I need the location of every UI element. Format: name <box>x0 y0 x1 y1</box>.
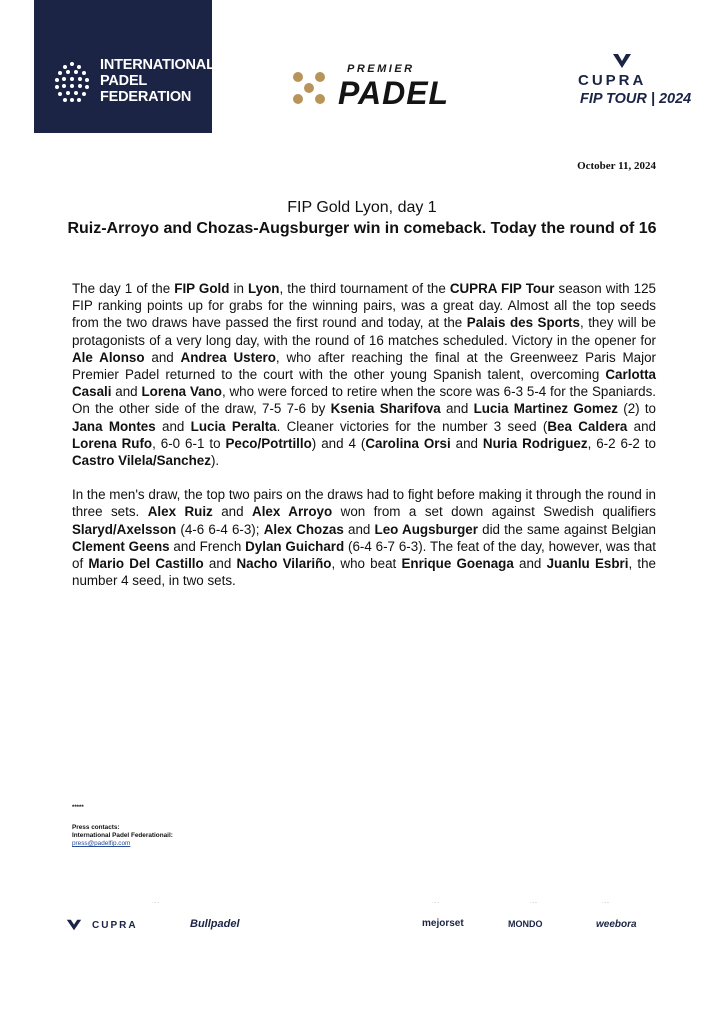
bold-name: Nacho Vilariño <box>236 556 332 572</box>
bold-name: Lucia Peralta <box>190 418 277 434</box>
text-run: , the number 4 seed, in two sets. <box>72 556 656 589</box>
title-line-2: Ruiz-Arroyo and Chozas-Augsburger win in comeback. Today the round of 16 <box>67 220 657 237</box>
sponsors-footer <box>62 897 664 953</box>
release-date: October 11, 2024 <box>577 160 656 172</box>
padel-label: PADEL <box>338 75 450 111</box>
text-run: , 6-0 6-1 to <box>152 435 226 451</box>
separator-stars: ***** <box>72 805 84 811</box>
text-run: , who after reaching the final at the Greenweez Paris Major Premier Padel returned to the court with the other young Spanish talent, overcoming <box>72 349 656 383</box>
text-run: , the third tournament of the <box>279 281 450 296</box>
text-run: and <box>144 349 181 365</box>
bold-name: Dylan Guichard <box>245 538 345 554</box>
bold-name: Enrique Goenaga <box>401 556 514 572</box>
text-run: , who beat <box>331 556 402 572</box>
bold-name: Lyon <box>248 281 280 296</box>
text-run: In the men's draw, the top two pairs on the draws had to fight before making it through the round in three sets. <box>72 487 656 520</box>
bold-name: Slaryd/Axelsson <box>72 521 177 537</box>
bold-name: Alex Ruiz <box>147 504 213 520</box>
text-run: and <box>513 556 547 572</box>
sponsor-mejorset: mejorset <box>422 918 464 929</box>
text-run: and <box>450 435 483 451</box>
ipf-name-line: INTERNATIONAL <box>100 57 215 73</box>
text-run: ). <box>210 453 220 469</box>
text-run: (2) to <box>618 401 657 417</box>
text-run: , they will be protagonists of a very long day, with the round of 16 matches scheduled. Victory in the opener for <box>72 315 656 348</box>
sponsor-weebora: weebora <box>596 919 637 930</box>
bold-name: Peco/Potrtillo <box>225 435 312 451</box>
text-run: and <box>111 384 142 400</box>
cupra-wordmark: CUPRA <box>578 72 647 89</box>
bold-name: CUPRA FIP Tour <box>449 281 555 296</box>
sponsor-cupra: CUPRA <box>92 920 138 931</box>
article-body <box>72 280 656 606</box>
text-run: in <box>229 281 248 296</box>
bold-name: Alex Chozas <box>263 521 344 537</box>
sponsor-mondo: MONDO <box>508 919 543 929</box>
bold-name: Alex Arroyo <box>252 504 333 520</box>
text-run: season with 125 FIP ranking points up for grabs for the winning pairs, was a great day. Almost all the top seeds from the two draws have passed the first round and today, at the <box>72 281 657 331</box>
press-contacts <box>72 824 173 848</box>
sponsor-label: ····· <box>602 900 610 905</box>
text-run: and <box>212 504 253 520</box>
sponsor-label: ····· <box>152 900 160 905</box>
ipf-name-line: FEDERATION <box>100 89 192 105</box>
ipf-name-line: PADEL <box>100 73 148 89</box>
paragraph <box>72 486 656 589</box>
sponsor-label: ····· <box>530 900 538 905</box>
bold-name: Lorena Vano <box>141 384 222 400</box>
contacts-email-link[interactable]: press@padelfip.com <box>72 840 131 847</box>
sponsor-bullpadel: Bullpadel <box>190 918 240 930</box>
text-run: , who were forced to retire when the score was 6-3 5-4 for the Spaniards. On the other side of the draw, 7-5 7-6 by <box>72 384 656 417</box>
text-run: The day 1 of the <box>72 281 175 296</box>
text-run: and <box>440 401 474 417</box>
bold-name: Castro Vilela/Sanchez <box>72 453 211 469</box>
text-run: and <box>203 556 237 572</box>
contacts-org-line <box>72 832 173 840</box>
bold-name: Lorena Rufo <box>72 435 153 451</box>
sponsor-label: ····· <box>432 900 440 905</box>
text-run: and <box>343 521 375 537</box>
bold-name: Bea Caldera <box>547 418 628 434</box>
title-line-1: FIP Gold Lyon, day 1 <box>287 199 437 216</box>
text-run: and <box>155 418 191 434</box>
bold-name: Palais des Sports <box>466 315 580 331</box>
bold-name: Nuria Rodriguez <box>482 435 588 451</box>
contacts-heading: Press contacts: <box>72 824 120 831</box>
contacts-org-suffix: ail: <box>163 832 173 839</box>
text-run: won from a set down against Swedish qualifiers <box>332 504 656 520</box>
bold-name: Juanlu Esbri <box>546 556 629 572</box>
premier-label: PREMIER <box>347 63 415 75</box>
bold-name: FIP Gold <box>174 281 230 296</box>
bold-name: Clement Geens <box>72 538 170 554</box>
premier-padel-logo-icon <box>287 66 331 110</box>
text-run: did the same against Belgian <box>477 521 656 537</box>
bold-name: Lucia Martinez Gomez <box>473 401 618 417</box>
bold-name: Mario Del Castillo <box>88 556 204 572</box>
paragraph <box>72 280 656 469</box>
press-title <box>60 197 664 239</box>
text-run: (4-6 6-4 6-3); <box>176 521 264 537</box>
bold-name: Ksenia Sharifova <box>330 401 441 417</box>
ipf-name <box>100 57 215 105</box>
bold-name: Carlotta Casali <box>72 367 656 400</box>
text-run: and <box>627 418 657 434</box>
bold-name: Leo Augsburger <box>374 521 478 537</box>
bold-name: Jana Montes <box>72 418 156 434</box>
text-run: . Cleaner victories for the number 3 seed ( <box>276 418 548 434</box>
ipf-globe-icon <box>52 58 92 108</box>
text-run: and French <box>169 538 246 554</box>
text-run: , 6-2 6-2 to <box>587 435 656 451</box>
text-run: ) and 4 ( <box>311 435 366 451</box>
fip-tour-label: FIP TOUR | 2024 <box>580 91 692 107</box>
cupra-footer-icon <box>66 919 82 931</box>
cupra-logo-icon <box>612 52 632 70</box>
bold-name: Andrea Ustero <box>180 349 276 365</box>
contacts-org: International Padel Federation <box>72 832 164 839</box>
bold-name: Ale Alonso <box>72 349 145 365</box>
text-run: (6-4 6-7 6-3). The feat of the day, however, was that of <box>72 538 656 572</box>
bold-name: Carolina Orsi <box>365 435 451 451</box>
